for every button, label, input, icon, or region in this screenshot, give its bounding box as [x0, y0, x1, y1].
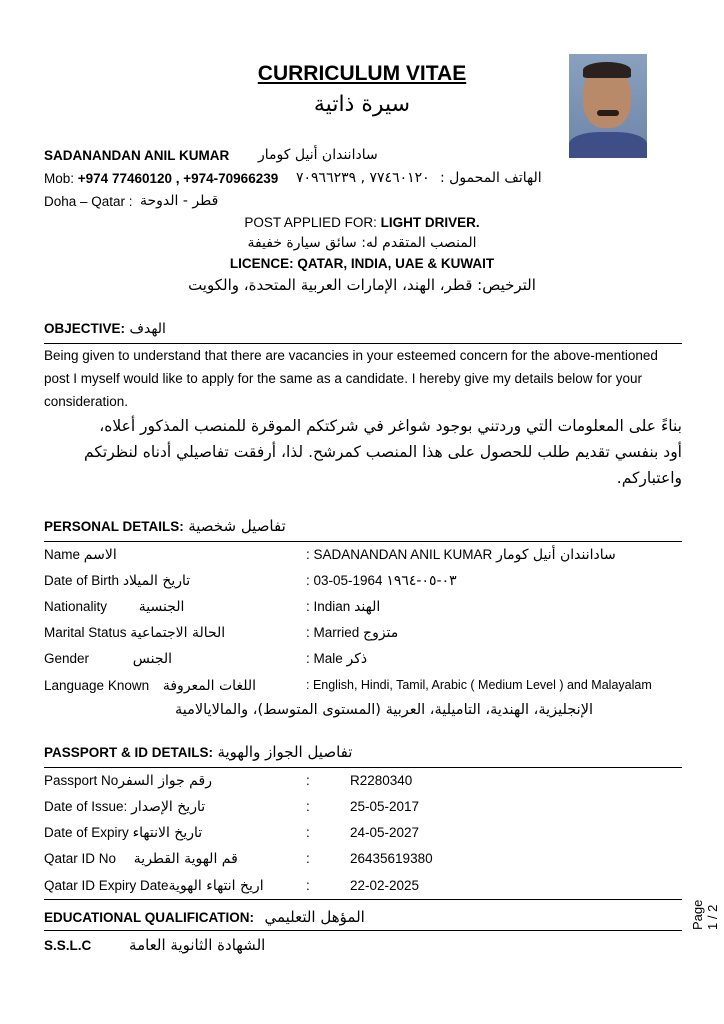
education-item: S.S.L.C الشهادة الثانوية العامة	[44, 936, 266, 954]
cv-title-arabic: سيرة ذاتية	[313, 92, 411, 117]
passport-colon: :	[306, 878, 310, 893]
location-en: Doha – Qatar :	[44, 194, 133, 209]
qid-value-expiry: 22-02-2025	[350, 878, 420, 893]
profile-photo	[569, 54, 647, 158]
page-number: Page 1 / 2	[690, 899, 720, 930]
passport-label-issue: Date of Issue: تاريخ الإصدار	[44, 799, 206, 815]
passport-value-expiry: 24-05-2027	[350, 825, 420, 840]
passport-divider	[44, 767, 682, 768]
name-ar: سادانندان أنيل كومار	[258, 147, 378, 163]
objective-line-2: post I myself would like to apply for the same as a candidate. I hereby give my details below for your	[44, 371, 643, 386]
personal-value-marital: : Married متزوج	[306, 625, 399, 641]
personal-label-name: Name الاسم	[44, 547, 117, 563]
mobile-ar-value: ٧٧٤٦٠١٢٠ , ٧٠٩٦٦٢٣٩	[296, 170, 430, 186]
objective-ar-line-3: واعتباركم.	[616, 469, 682, 487]
education-top-divider	[44, 899, 682, 900]
location-ar: قطر - الدوحة	[140, 193, 219, 209]
education-divider	[44, 930, 682, 931]
personal-value-nationality: : Indian الهند	[306, 599, 381, 615]
education-heading: EDUCATIONAL QUALIFICATION: المؤهل التعليمي	[44, 908, 365, 926]
passport-value-number: R2280340	[350, 773, 413, 788]
objective-divider	[44, 343, 682, 344]
passport-heading: PASSPORT & ID DETAILS: تفاصيل الجواز والهوية	[44, 743, 353, 761]
qid-value-number: 26435619380	[350, 851, 433, 866]
name-en: SADANANDAN ANIL KUMAR	[44, 148, 230, 163]
personal-label-gender: Gender الجنس	[44, 651, 173, 667]
personal-value-gender: : Male ذكر	[306, 651, 368, 667]
objective-ar-line-1: بناءً على المعلومات التي وردتني بوجود شواغر في شركتكم الموقرة للمنصب المذكور أعلاه،	[99, 417, 682, 435]
passport-value-issue: 25-05-2017	[350, 799, 420, 814]
qid-label-number: Qatar ID No قم الهوية القطرية	[44, 851, 238, 867]
objective-line-1: Being given to understand that there are vacancies in your esteemed concern for the above-mentioned	[44, 348, 658, 363]
objective-line-3: consideration.	[44, 394, 129, 409]
post-applied: POST APPLIED FOR: LIGHT DRIVER.	[244, 215, 480, 230]
post-applied-ar: المنصب المتقدم له: سائق سيارة خفيفة	[247, 235, 477, 251]
objective-heading: OBJECTIVE: الهدف	[44, 321, 166, 337]
mobile-ar-label: الهاتف المحمول :	[440, 170, 542, 186]
passport-colon: :	[306, 851, 310, 866]
cv-title: CURRICULUM VITAE	[257, 62, 467, 85]
licence: LICENCE: QATAR, INDIA, UAE & KUWAIT	[229, 256, 495, 271]
objective-ar-line-2: أود بنفسي تقديم طلب للحصول على هذا المنصب كمرشح. لذا، أرفقت تفاصيلي أدناه لنظرتكم	[84, 443, 682, 461]
passport-label-number: Passport Noرقم جواز السفر	[44, 773, 212, 789]
personal-label-language: Language Known اللغات المعروفة	[44, 678, 256, 694]
personal-label-nationality: Nationality الجنسية	[44, 599, 185, 615]
personal-divider	[44, 541, 682, 542]
personal-value-name: : SADANANDAN ANIL KUMAR سادانندان أنيل كومار	[306, 547, 616, 563]
personal-value-language: : English, Hindi, Tamil, Arabic ( Medium Level ) and Malayalam	[306, 678, 652, 692]
passport-colon: :	[306, 825, 310, 840]
licence-ar: الترخيص: قطر، الهند، الإمارات العربية المتحدة، والكويت	[188, 276, 536, 294]
mobile-line: Mob: +974 77460120 , +974-70966239	[44, 171, 279, 186]
qid-label-expiry: Qatar ID Expiry Dateاريخ انتهاء الهوية	[44, 878, 264, 894]
passport-colon: :	[306, 773, 310, 788]
passport-label-expiry: Date of Expiry تاريخ الانتهاء	[44, 825, 203, 841]
personal-label-marital: Marital Status الحالة الاجتماعية	[44, 625, 226, 641]
personal-heading: PERSONAL DETAILS: تفاصيل شخصية	[44, 517, 286, 535]
personal-value-dob: : 03-05-1964 ٠٣-٠٥-١٩٦٤	[306, 573, 457, 589]
passport-colon: :	[306, 799, 310, 814]
personal-label-dob: Date of Birth تاريخ الميلاد	[44, 573, 191, 589]
languages-ar: الإنجليزية، الهندية، التاميلية، العربية (المستوى المتوسط)، والمالايالامية	[175, 702, 594, 718]
